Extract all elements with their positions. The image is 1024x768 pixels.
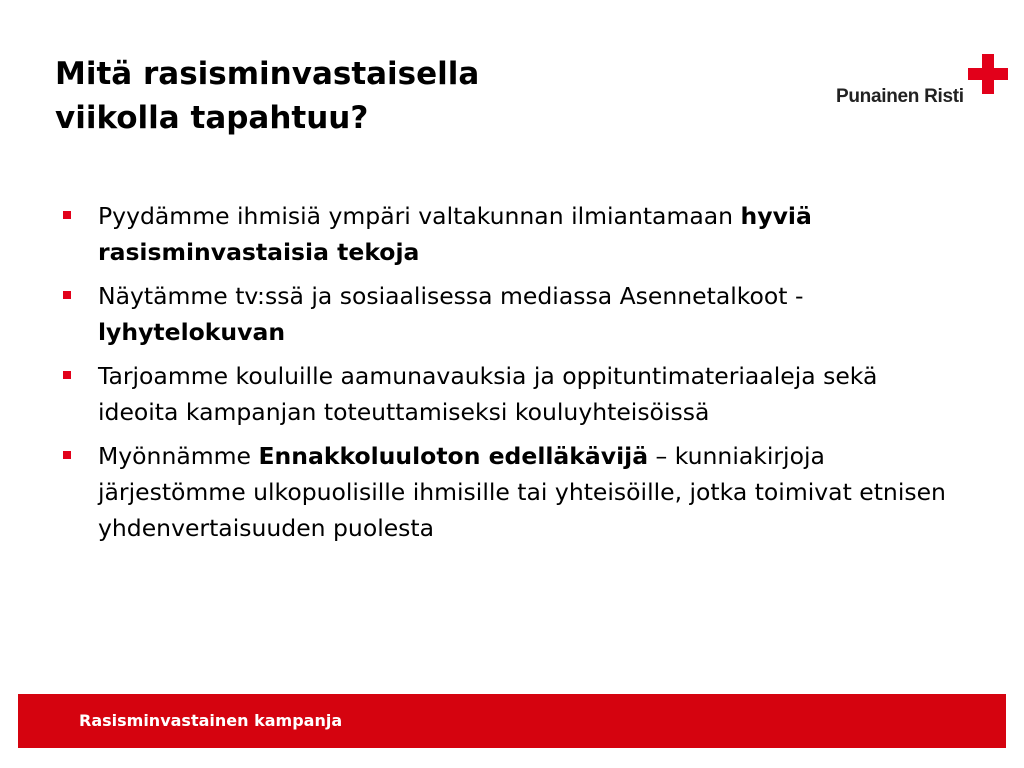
bullet-bold-text: Ennakkoluuloton edelläkävijä (258, 442, 649, 470)
bullet-text-tail: – kunniakirjoja järjestömme ulkopuolisille ihmisille tai yhteisöille, jotka toimivat etnisen yhdenvertaisuuden puolesta (98, 442, 946, 542)
bullet-text: Pyydämme ihmisiä ympäri valtakunnan ilmiantamaan (98, 202, 741, 230)
logo-text: Punainen Risti (836, 86, 964, 107)
bullet-item (60, 438, 960, 546)
bullet-text: Tarjoamme kouluille aamunavauksia ja oppituntimateriaaleja sekä ideoita kampanjan toteuttamiseksi kouluyhteisöissä (98, 362, 878, 426)
bullet-item (60, 278, 960, 350)
bullet-text: Myönnämme (98, 442, 259, 470)
footer-bar (18, 694, 1006, 748)
bullet-square-icon (63, 371, 71, 379)
slide-title-line-2: viikolla tapahtuu? (55, 100, 369, 136)
footer-text: Rasisminvastainen kampanja (79, 711, 343, 730)
bullet-bold-text: lyhytelokuvan (98, 318, 286, 346)
bullet-square-icon (63, 211, 71, 219)
bullet-square-icon (63, 451, 71, 459)
bullet-square-icon (63, 291, 71, 299)
bullet-bold-text: hyviä rasisminvastaisia tekoja (98, 202, 812, 266)
slide-title-line-1: Mitä rasisminvastaisella (55, 56, 480, 92)
slide-title (55, 52, 479, 140)
bullet-text: Näytämme tv:ssä ja sosiaalisessa mediassa Asennetalkoot - (98, 282, 804, 310)
bullet-item (60, 358, 960, 430)
punainen-risti-logo (836, 54, 1008, 114)
bullet-item (60, 198, 960, 270)
bullet-list (60, 198, 960, 554)
